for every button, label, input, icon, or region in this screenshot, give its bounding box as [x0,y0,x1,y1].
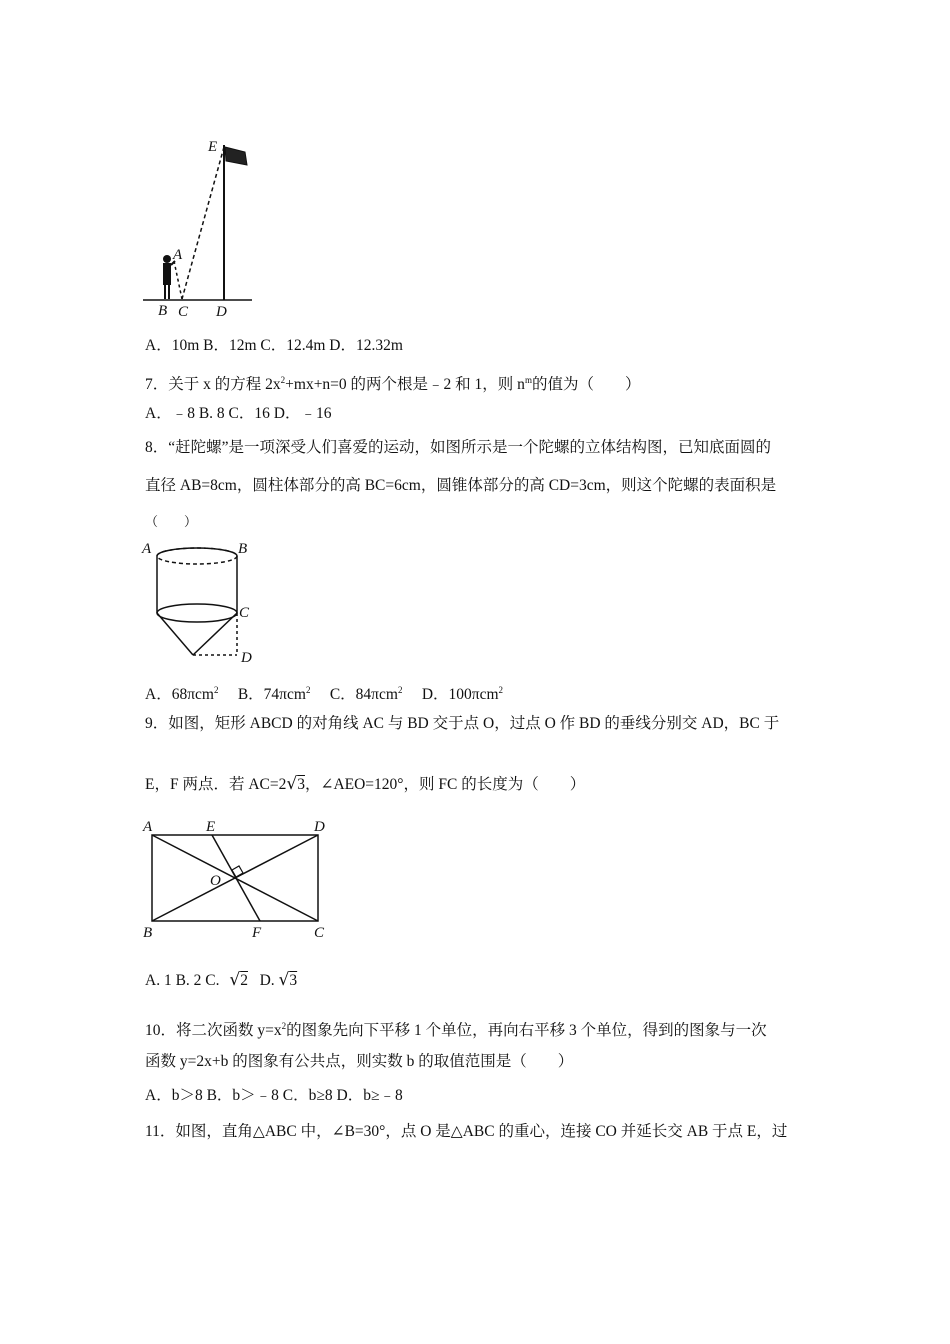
q10-line2: 函数 y=2x+b 的图象有公共点，则实数 b 的取值范围是（ ） [145,1053,574,1070]
q9-line2 [145,774,585,795]
label-c: C [314,925,325,941]
q8-opt-c-sup: 2 [397,685,403,695]
q10-line1 [145,1016,767,1041]
q7-stem-b: +mx+n=0 的两个根是﹣2 和 1，则 n [285,376,525,394]
q10-options: A．b＞8 B．b＞﹣8 C．b≥8 D．b≥﹣8 [145,1087,403,1104]
q7-sup2: m [524,375,532,385]
q9-line1: 9．如图，矩形 ABCD 的对角线 AC 与 BD 交于点 O，过点 O 作 BD 的垂线分别交 AD，BC 于 [145,715,780,732]
label-a: A [143,819,153,835]
q11-line1: 11．如图，直角△ABC 中，∠B=30°，点 O 是△ABC 的重心，连接 CO 并延长交 AB 于点 E，过 [145,1123,788,1140]
spinning-top-figure [140,538,270,668]
label-e: E [206,819,216,835]
q9-opts-a: A. 1 B. 2 C. [145,972,220,989]
rectangle-figure [140,815,340,945]
q8-opt-d-sup: 2 [498,685,504,695]
q8-line2: 直径 AB=8cm，圆柱体部分的高 BC=6cm，圆锥体部分的高 CD=3cm，则这个陀螺的表面积是 [145,477,777,494]
label-b: B [143,925,153,941]
label-f: F [252,925,262,941]
label-b: B [238,541,248,557]
q9-opt-d: D. [259,972,275,989]
q6-options: A．10m B．12m C．12.4m D．12.32m [145,337,403,354]
sqrt-icon: √ [229,970,241,990]
q8-opt-c: C．84πcm [329,686,398,704]
label-d: D [314,819,325,835]
q7-options: A．﹣8 B. 8 C．16 D．﹣16 [145,405,332,422]
sqrt-icon: √ [286,774,298,794]
label-c: C [178,304,189,320]
label-c: C [239,605,250,621]
q8-opt-d: D．100πcm [421,686,499,704]
q9-line2-sqrt: 3 [297,776,305,793]
q9-opt-d-sqrt: 3 [289,972,298,989]
q8-line3: （ ） [145,514,198,529]
q9-line2-b: ，∠AEO=120°，则 FC 的长度为（ ） [304,776,586,793]
q8-opt-a: A．68πcm [145,686,214,704]
label-a: A [142,541,152,557]
q10-sup: 2 [281,1021,287,1031]
q10-line1-a: 10．将二次函数 y=x [145,1022,282,1040]
label-d: D [241,650,252,666]
q8-opt-b: B．74πcm [237,686,306,704]
label-b: B [158,303,168,319]
q7-stem-c: 的值为（ ） [531,376,641,394]
q8-line1: 8．“赶陀螺”是一项深受人们喜爱的运动，如图所示是一个陀螺的立体结构图，已知底面圆的 [145,439,772,456]
label-d: D [216,304,227,320]
label-e: E [208,139,218,155]
flagpole-figure [140,135,260,325]
q7-stem [145,370,640,395]
sqrt-icon: √ [278,970,290,990]
q8-opt-b-sup: 2 [305,685,311,695]
q8-options [145,680,503,705]
q10-line1-b: 的图象先向下平移 1 个单位，再向右平移 3 个单位，得到的图象与一次 [286,1022,767,1040]
q9-options [145,970,297,991]
label-o: O [210,873,221,889]
q7-sup1: 2 [280,375,286,385]
label-a: A [173,247,183,263]
q9-opt-c-sqrt: 2 [240,972,248,989]
q8-opt-a-sup: 2 [213,685,219,695]
q9-line2-a: E，F 两点．若 AC=2 [145,776,287,793]
q7-stem-a: 7．关于 x 的方程 2x [145,376,281,394]
